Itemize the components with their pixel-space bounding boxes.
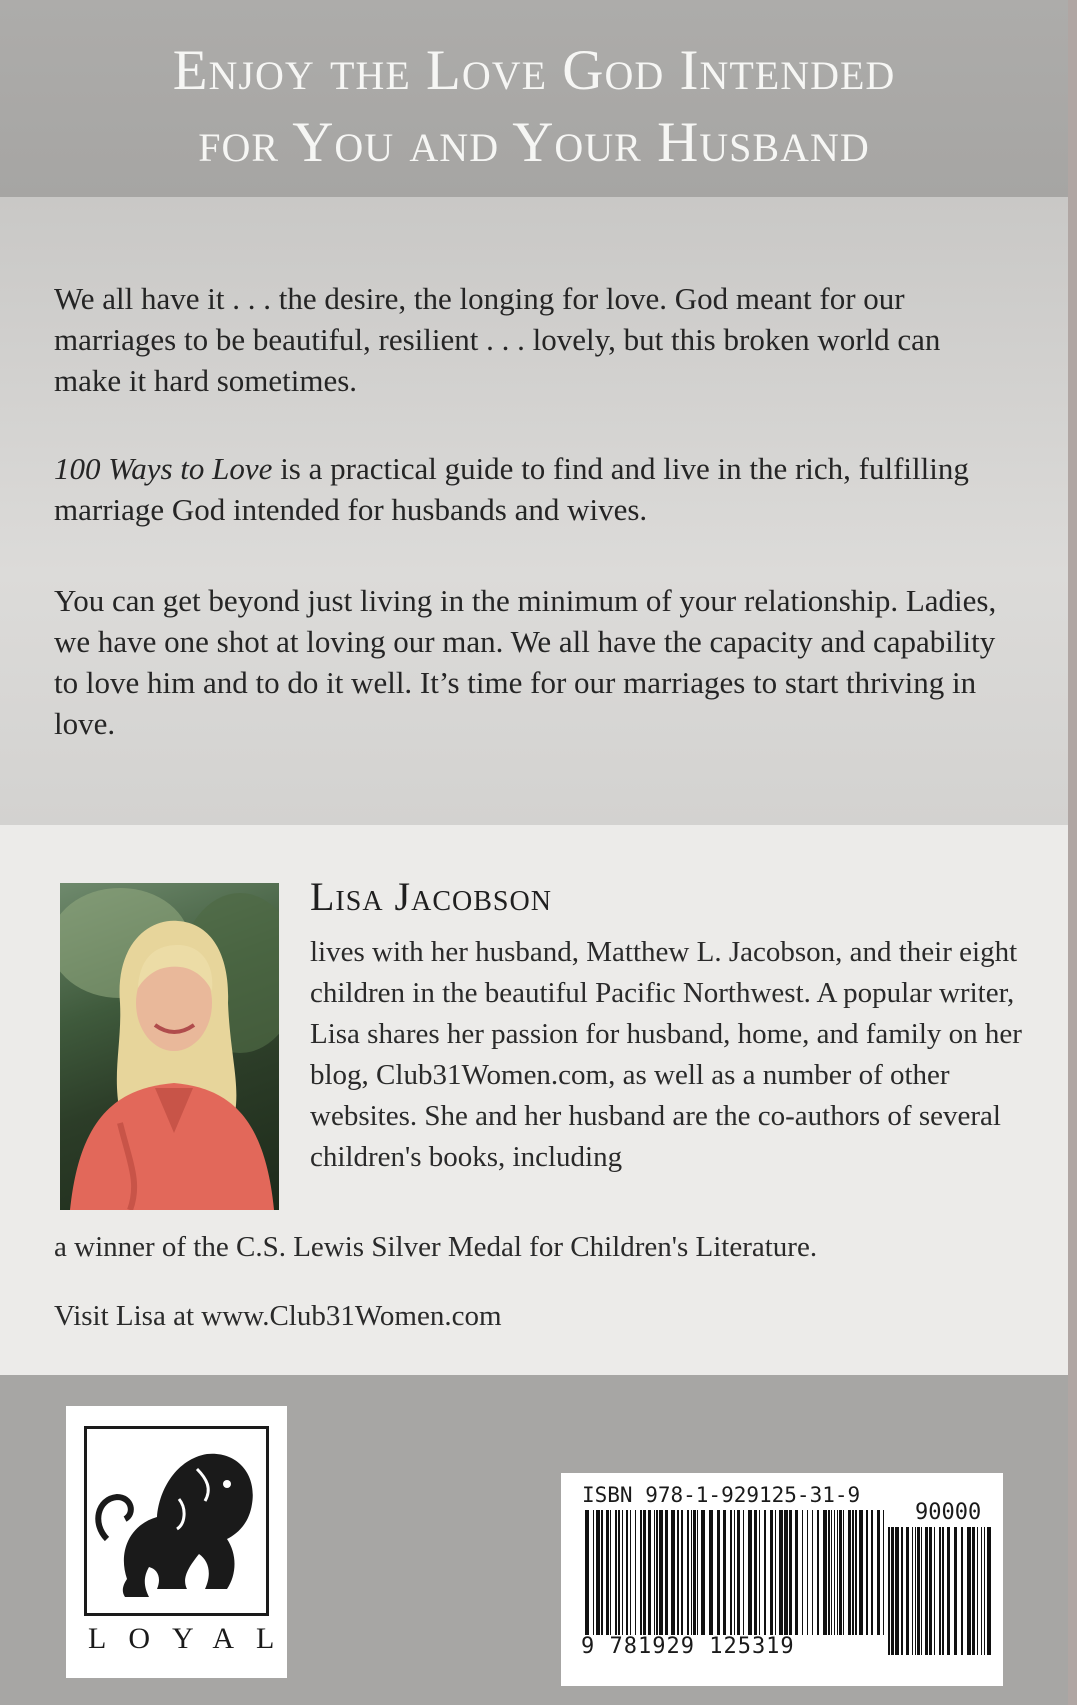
barcode-bar (866, 1510, 868, 1635)
barcode-bar (665, 1510, 668, 1635)
barcode-bar (606, 1510, 609, 1635)
barcode-bar (601, 1510, 603, 1635)
barcode-bar (643, 1510, 646, 1635)
barcode-bar (723, 1510, 726, 1635)
barcode-bar (640, 1510, 642, 1635)
barcode-bar (883, 1510, 884, 1635)
barcode-bar (615, 1510, 617, 1635)
barcode-bar (659, 1510, 663, 1635)
barcode-bar (855, 1510, 857, 1635)
barcode-bar (977, 1527, 978, 1655)
barcode-bar (764, 1510, 766, 1635)
barcode-bar (709, 1510, 713, 1635)
barcode-bar (843, 1510, 844, 1635)
barcode-bar (934, 1527, 935, 1655)
barcode-bar (802, 1510, 803, 1635)
author-bio-tail: a winner of the C.S. Lewis Silver Medal for Children's Literature. (54, 1231, 818, 1263)
description-paragraph-2 (54, 448, 1014, 530)
barcode-bar (947, 1527, 950, 1655)
barcode-bar (622, 1510, 623, 1635)
barcode-bar (795, 1510, 798, 1635)
description-paragraph-2-text: is a practical guide to find and live in the rich, fulfilling marriage God intended for husbands and wives. (54, 451, 969, 527)
barcode-bar (891, 1527, 894, 1655)
barcode-bar (626, 1510, 628, 1635)
barcode-bar (859, 1510, 863, 1635)
author-photo (60, 883, 279, 1210)
headline-line-1: Enjoy the Love God Intended (172, 39, 896, 102)
barcode-bar (967, 1527, 971, 1655)
barcode-bar (671, 1510, 675, 1635)
barcode-bar (748, 1510, 752, 1635)
barcode-bar (737, 1510, 740, 1635)
barcode-bar (784, 1510, 788, 1635)
book-title: 100 Ways to Love (54, 451, 273, 486)
author-website[interactable]: Visit Lisa at www.Club31Women.com (54, 1300, 502, 1332)
barcode-bar (656, 1510, 658, 1635)
barcode-bar (906, 1527, 909, 1655)
author-bio: lives with her husband, Matthew L. Jacobson, and their eight children in the beautiful Pacific Northwest. A popular writer, Lisa shares her passion for husband, home, and family on her blog, Club31Women.com, as well as a number of other websites. She and her husband are the co-authors of several children's books, including (310, 936, 1022, 1173)
barcode-bar (848, 1510, 851, 1635)
barcode-bar (895, 1527, 899, 1655)
barcode-bar (701, 1510, 705, 1635)
barcode-bar (972, 1527, 975, 1655)
barcode-bar (961, 1527, 963, 1655)
publisher-name: LOYAL (88, 1622, 297, 1655)
barcode-bar (942, 1527, 944, 1655)
barcode-bar (817, 1510, 819, 1635)
barcode-bar (915, 1527, 916, 1655)
barcode-bar (831, 1510, 832, 1635)
ean-digits: 9 781929 125319 (581, 1634, 795, 1659)
barcode-bar (618, 1510, 620, 1635)
barcode-bar (693, 1510, 696, 1635)
isbn-number: ISBN 978-1-929125-31-9 (582, 1483, 861, 1507)
barcode-bar (593, 1510, 594, 1635)
ean-barcode (585, 1510, 885, 1635)
barcode-bar (789, 1510, 792, 1635)
description-paragraph-3: You can get beyond just living in the minimum of your relationship. Ladies, we have one shot at loving our man. We all have the capacity and capability to love him and to do it well. It’s time for our marriages to start thriving in love. (54, 583, 997, 741)
barcode-bar (828, 1510, 830, 1635)
barcode-bar (596, 1510, 600, 1635)
barcode-bar (917, 1527, 920, 1655)
barcode-bar (754, 1510, 757, 1635)
barcode-bar (807, 1510, 808, 1635)
barcode-bar (984, 1527, 985, 1655)
barcode-bar (921, 1527, 922, 1655)
barcode-bar (925, 1527, 928, 1655)
barcode-bar (912, 1527, 913, 1655)
barcode-bar (852, 1510, 854, 1635)
barcode-bar (687, 1510, 689, 1635)
barcode-bar (677, 1510, 679, 1635)
publisher-logo-frame (84, 1426, 269, 1616)
barcode-bar (954, 1527, 957, 1655)
barcode-bar (743, 1510, 744, 1635)
headline-line-2: for You and Your Husband (198, 111, 870, 174)
barcode-bar (635, 1510, 636, 1635)
barcode-bar (779, 1510, 783, 1635)
barcode-bar (759, 1510, 760, 1635)
barcode-bar (901, 1527, 903, 1655)
barcode-bar (648, 1510, 651, 1635)
barcode-bar (697, 1510, 698, 1635)
barcode-bar (630, 1510, 631, 1635)
barcode-bar (654, 1510, 655, 1635)
barcode-bar (610, 1510, 611, 1635)
barcode-bar (877, 1510, 880, 1635)
barcode-bar (888, 1527, 890, 1655)
barcode-bar (775, 1510, 776, 1635)
barcode-bar (981, 1527, 982, 1655)
author-name: Lisa Jacobson (310, 874, 552, 919)
barcode-bar (812, 1510, 813, 1635)
barcode-bar (929, 1527, 932, 1655)
barcode-bar (987, 1527, 991, 1655)
price-code: 90000 (915, 1500, 982, 1525)
barcode-bar (837, 1510, 838, 1635)
barcode-bar (734, 1510, 735, 1635)
author-portrait-illustration (60, 883, 279, 1210)
barcode-bar (839, 1510, 842, 1635)
barcode-bar (939, 1527, 941, 1655)
description-paragraph-1: We all have it . . . the desire, the longing for love. God meant for our marriages to be beautiful, resilient . . . lovely, but this broken world can make it hard sometimes. (54, 281, 941, 398)
barcode-bar (681, 1510, 683, 1635)
lion-icon (87, 1429, 266, 1613)
barcode-bar (585, 1510, 589, 1635)
barcode-bar (691, 1510, 692, 1635)
barcode-bar (834, 1510, 835, 1635)
barcode-bar (823, 1510, 827, 1635)
barcode-bar (717, 1510, 720, 1635)
barcode-bar (871, 1510, 873, 1635)
cover-edge (1068, 0, 1077, 1705)
barcode-bar (730, 1510, 732, 1635)
addon-barcode (888, 1527, 992, 1655)
barcode-bar (770, 1510, 773, 1635)
